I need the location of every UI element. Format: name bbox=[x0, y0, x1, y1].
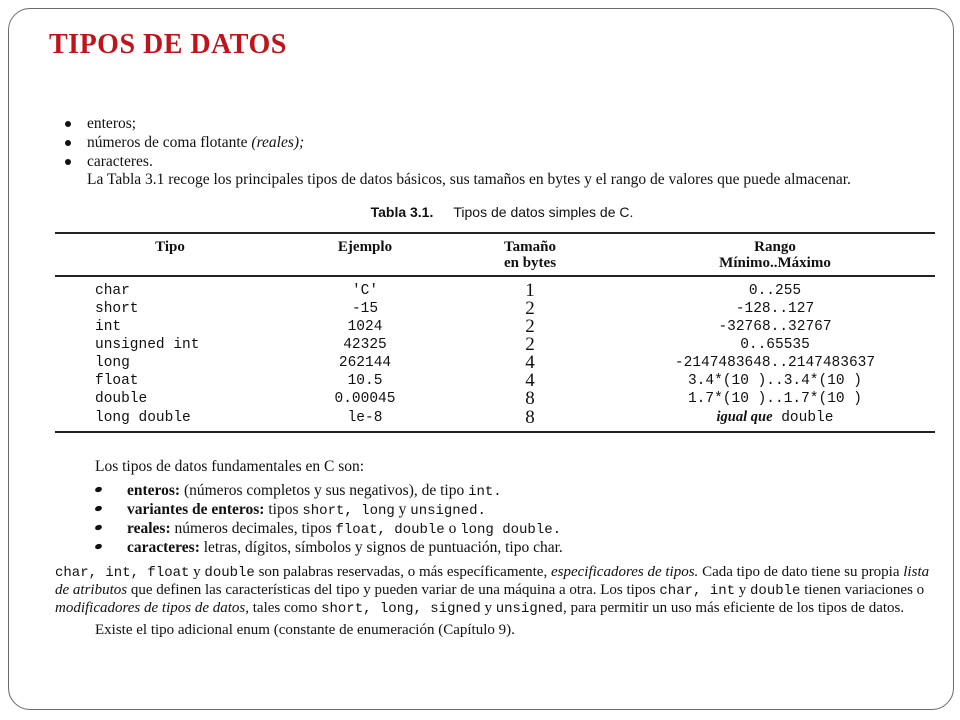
table-cell: igual que double bbox=[716, 409, 834, 426]
list-item: reales: números decimales, tipos float, double o long double. bbox=[95, 520, 935, 539]
table-cell: 4 bbox=[525, 352, 535, 373]
table-cell: 10.5 bbox=[347, 373, 383, 389]
header-tipo: Tipo bbox=[155, 239, 185, 255]
table-cell: 4 bbox=[525, 370, 535, 391]
table-cell: 0..255 bbox=[748, 283, 802, 299]
table-cell: 1.7*(10 )..1.7*(10 ) bbox=[687, 391, 863, 407]
list-item: caracteres: letras, dígitos, símbolos y signos de puntuación, tipo char. bbox=[95, 539, 935, 556]
table-cell: 8 bbox=[525, 388, 535, 409]
table-cell: 0..65535 bbox=[740, 337, 810, 353]
table-cell: 3.4*(10 )..3.4*(10 ) bbox=[687, 373, 863, 389]
table-header-row bbox=[55, 233, 935, 276]
table-row bbox=[55, 318, 935, 336]
table-cell: -128..127 bbox=[735, 301, 815, 317]
table-row bbox=[55, 300, 935, 318]
table-row bbox=[55, 336, 935, 354]
table-row bbox=[55, 372, 935, 390]
table-row bbox=[55, 276, 935, 300]
table-cell: 1024 bbox=[347, 319, 383, 335]
table-cell: 42325 bbox=[343, 337, 387, 353]
slide-title: TIPOS DE DATOS bbox=[49, 29, 287, 60]
table-row bbox=[55, 408, 935, 432]
table-cell: 262144 bbox=[338, 355, 392, 371]
table-caption-text: Tipos de datos simples de C. bbox=[453, 204, 634, 220]
table-cell: 2 bbox=[525, 316, 535, 337]
table-cell: le-8 bbox=[347, 409, 383, 426]
header-tamano: Tamaño en bytes bbox=[503, 239, 557, 271]
intro-bullet-list bbox=[55, 114, 935, 171]
cut-off-line: Existe el tipo adicional enum (constante de enumeración (Capítulo 9). bbox=[95, 622, 515, 638]
table-cell: 'C' bbox=[351, 283, 379, 299]
table-cell: float bbox=[95, 373, 139, 389]
table-cell: long bbox=[95, 355, 130, 371]
table-row bbox=[55, 390, 935, 408]
table-cell: -2147483648..2147483637 bbox=[674, 355, 876, 371]
table-caption bbox=[55, 203, 935, 222]
list-item: enteros: (números completos y sus negativos), de tipo int. bbox=[95, 482, 935, 501]
list-item: números de coma flotante (reales); bbox=[55, 133, 935, 152]
table-cell: short bbox=[95, 301, 139, 317]
table-caption-label: Tabla 3.1. bbox=[370, 204, 434, 220]
fundamental-bullet-list bbox=[95, 482, 935, 556]
list-item: enteros; bbox=[55, 114, 935, 133]
table-cell: 2 bbox=[525, 298, 535, 319]
table-cell: 8 bbox=[525, 406, 535, 428]
table-cell: char bbox=[95, 283, 130, 299]
header-rango: Rango Mínimo..Máximo bbox=[719, 239, 831, 271]
section-heading: Los tipos de datos fundamentales en C son: bbox=[95, 458, 365, 475]
list-item: caracteres. bbox=[55, 152, 935, 171]
document-body bbox=[55, 114, 935, 639]
table-cell: double bbox=[95, 391, 148, 407]
table-row bbox=[55, 354, 935, 372]
list-item: variantes de enteros: tipos short, long y unsigned. bbox=[95, 501, 935, 520]
table-cell: 1 bbox=[525, 280, 535, 301]
slide-frame bbox=[8, 8, 954, 710]
table-cell: -32768..32767 bbox=[718, 319, 832, 335]
intro-paragraph: La Tabla 3.1 recoge los principales tipos de datos básicos, sus tamaños en bytes y el rango de valores que puede almacenar. bbox=[87, 171, 851, 188]
header-ejemplo: Ejemplo bbox=[337, 239, 393, 255]
data-types-table bbox=[55, 232, 935, 433]
fundamental-types-section bbox=[55, 457, 935, 556]
closing-paragraph: char, int, float y double son palabras reservadas, o más específicamente, especificadores de tipos. Cada tipo de dato tiene su propia lista de atributos que definen las características del tipo y pueden variar de una máquina a otra. Los tipos char, int y double tienen variaciones o modificadores de tipos de datos, tales como short, long, signed y unsigned, para permitir un uso más eficiente de los tipos de datos. bbox=[55, 564, 930, 617]
table-cell: int bbox=[95, 319, 122, 335]
table-cell: 0.00045 bbox=[334, 391, 396, 407]
table-cell: 2 bbox=[525, 334, 535, 355]
table-cell: long double bbox=[95, 409, 191, 426]
table-cell: unsigned int bbox=[95, 337, 200, 353]
table-cell: -15 bbox=[351, 301, 379, 317]
